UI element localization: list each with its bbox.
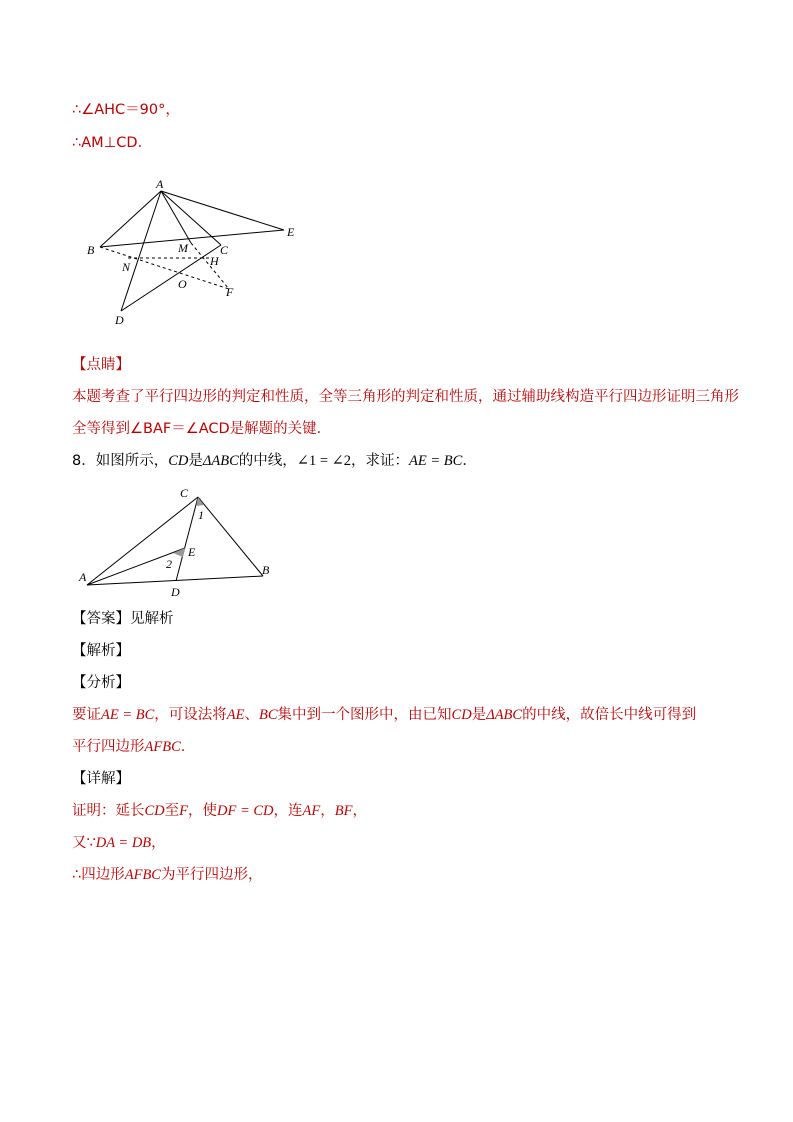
comment-heading: 【点睛】	[72, 357, 130, 373]
label-N: N	[122, 260, 131, 274]
answer-text: 见解析	[130, 611, 174, 627]
answer-heading: 【答案】	[72, 611, 130, 627]
label-D: D	[115, 313, 124, 327]
analysis-text: 集中到一个图形中，由已知	[277, 707, 452, 723]
detail-text: 至	[164, 803, 180, 819]
segment-DC	[121, 245, 221, 311]
geometry-figure-2	[76, 484, 276, 600]
analysis-text: 要证	[72, 707, 101, 723]
analysis-text: 、	[244, 707, 259, 723]
label-E: E	[188, 545, 196, 559]
answer-line	[72, 609, 174, 629]
label-1: 1	[198, 508, 204, 522]
segment-CB	[198, 497, 263, 576]
detail-text: 证明：延长	[72, 803, 145, 819]
segment-AC	[87, 497, 198, 585]
math-cd: CD	[168, 453, 189, 469]
label-H: H	[210, 254, 219, 268]
comment-line-2: 全等得到∠BAF＝∠ACD是解题的关键．	[72, 421, 332, 437]
analysis-text: 的中线，故倍长中线可得到	[522, 707, 697, 723]
analysis-text: ，可设法将	[154, 707, 227, 723]
label-D: D	[171, 585, 180, 599]
detail-math: AFBC	[124, 867, 161, 883]
problem-statement	[72, 451, 477, 471]
label-C: C	[180, 486, 189, 500]
problem-number: 8．如图所示，	[72, 453, 169, 469]
conclusion-line-1: ∴∠AHC＝90°，	[72, 102, 180, 118]
math-angles: ∠1 = ∠2	[296, 453, 352, 469]
detail-text: ，	[320, 803, 335, 819]
label-A: A	[156, 177, 164, 191]
text-is: 是	[188, 453, 203, 469]
analysis-math: CD	[451, 707, 472, 723]
analysis-math: ΔABC	[486, 707, 523, 723]
label-A: A	[79, 570, 87, 584]
analysis-heading: 【分析】	[72, 675, 130, 691]
analysis-math: BC	[259, 707, 278, 723]
label-F: F	[226, 285, 234, 299]
detail-text: ∴四边形	[72, 867, 125, 883]
label-M: M	[178, 241, 188, 255]
analysis-math: AFBC	[144, 739, 181, 755]
detail-math: DF = CD	[217, 803, 274, 819]
label-B: B	[87, 243, 95, 257]
segment-AB	[87, 576, 263, 585]
comment-line-1: 本题考查了平行四边形的判定和性质，全等三角形的判定和性质，通过辅助线构造平行四边形证明三角形	[72, 389, 739, 405]
detail-math: AF	[302, 803, 321, 819]
analysis-text: .	[180, 739, 186, 755]
analysis-math: AE = BC	[101, 707, 155, 723]
detail-math: F	[179, 803, 189, 819]
label-C: C	[220, 243, 229, 257]
detail-line-2	[72, 833, 166, 853]
detail-math: DA = DB	[95, 835, 152, 851]
text-end: ．	[462, 453, 477, 469]
text-prove: ，求证：	[351, 453, 410, 469]
detail-text: ，	[352, 803, 367, 819]
detail-line-3	[72, 865, 262, 885]
label-O: O	[178, 277, 187, 291]
math-triangle: ΔABC	[202, 453, 239, 469]
detail-heading: 【详解】	[72, 771, 130, 787]
geometry-figure-1	[80, 172, 320, 330]
analysis-text: 是	[471, 707, 487, 723]
segment-AE	[161, 191, 284, 230]
conclusion-line-2: ∴AM⊥CD．	[72, 135, 153, 151]
label-E: E	[287, 225, 295, 239]
solution-heading: 【解析】	[72, 643, 130, 659]
angle-2-mark	[173, 548, 185, 557]
analysis-line-1	[72, 705, 696, 725]
label-B: B	[262, 563, 270, 577]
text-median: 的中线，	[238, 453, 297, 469]
label-2: 2	[166, 557, 172, 571]
analysis-text: 平行四边形	[72, 739, 145, 755]
detail-text: 又∵	[72, 835, 96, 851]
detail-math: CD	[144, 803, 165, 819]
detail-math: BF	[334, 803, 353, 819]
analysis-line-2	[72, 737, 185, 757]
detail-text: ，	[151, 835, 166, 851]
detail-line-1	[72, 801, 367, 821]
detail-text: ，使	[188, 803, 218, 819]
segment-CD	[176, 497, 198, 581]
analysis-math: AE	[226, 707, 245, 723]
detail-text: 为平行四边形，	[160, 867, 263, 883]
math-goal: AE = BC	[409, 453, 463, 469]
detail-text: ，连	[273, 803, 303, 819]
